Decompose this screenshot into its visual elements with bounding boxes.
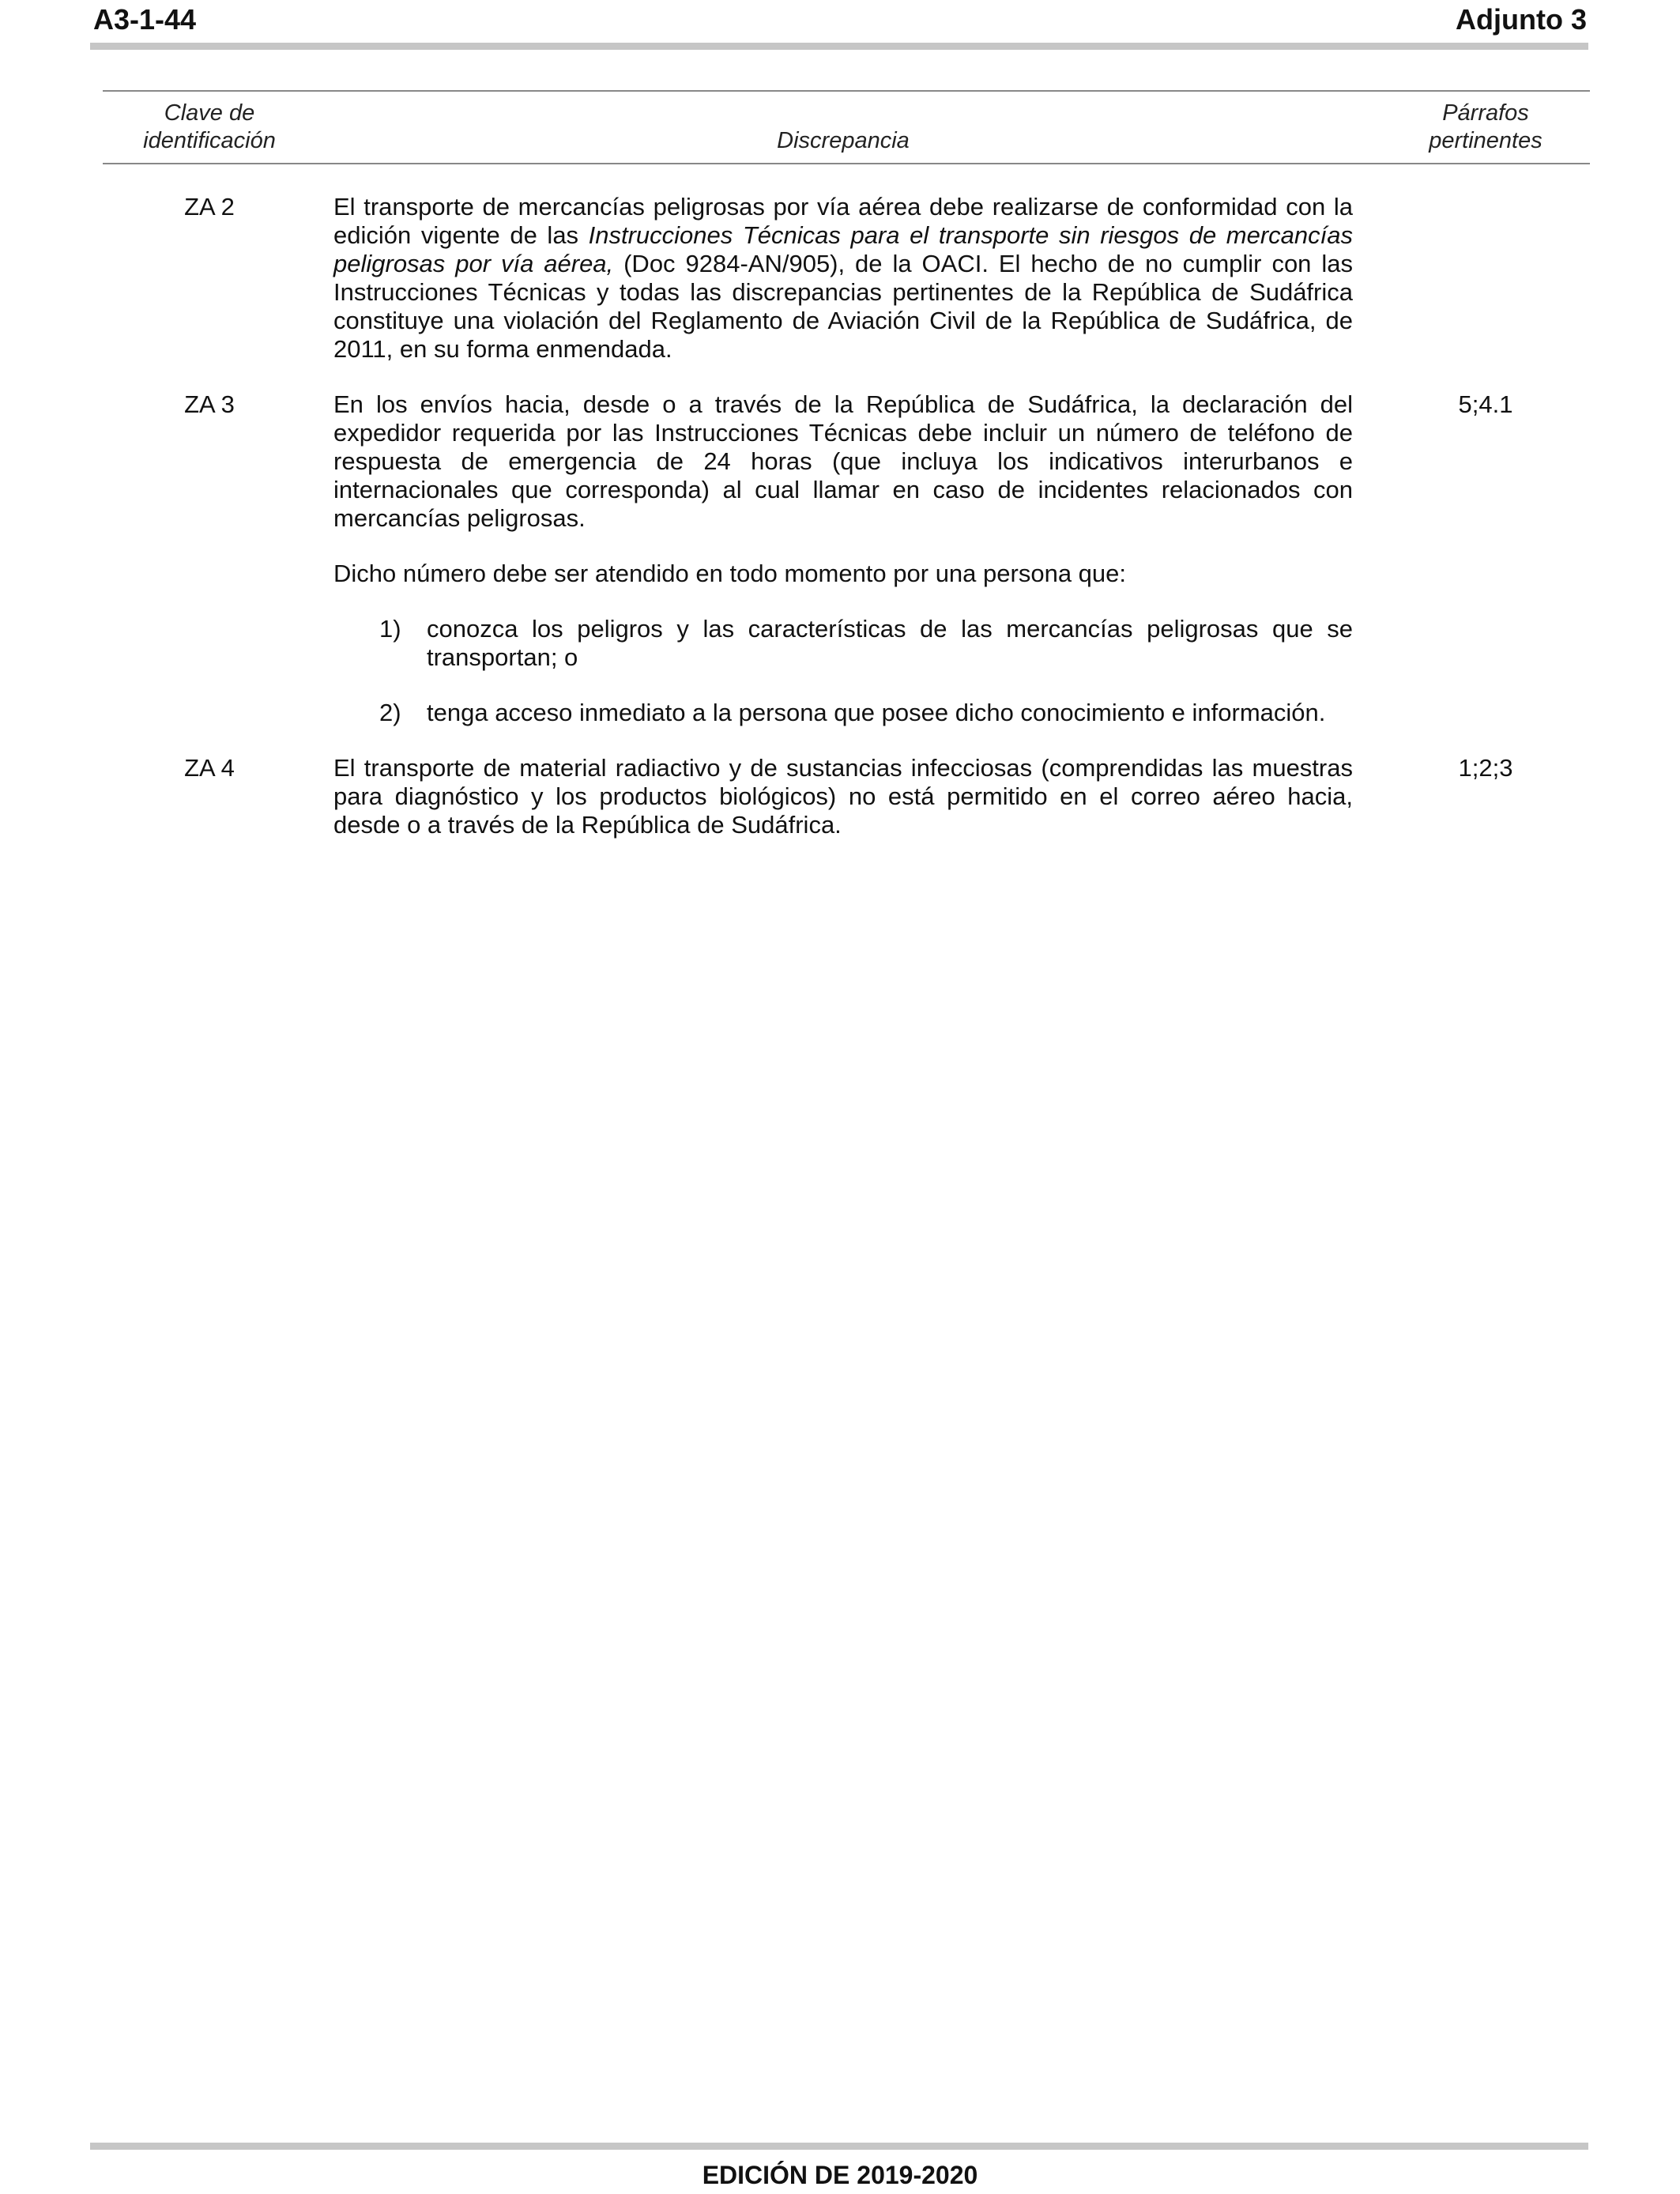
row-key: ZA 4 <box>184 754 235 782</box>
edition-footer: EDICIÓN DE 2019-2020 <box>702 2161 978 2189</box>
column-header-paragraphs-line1: Párrafos <box>1442 100 1529 126</box>
row-text: (Doc 9284-AN/905), de la OACI. El hecho de no cumplir con las Instrucciones Técnicas y todas las discrepancias pertinentes de la República de Sudáfrica constituye una violación del Reglamento de Aviación Civil de la República de Sudáfrica, de 2011, en su forma enmendada. <box>333 250 1353 363</box>
list-item-text: tenga acceso inmediato a la persona que posee dicho conocimiento e información. <box>427 699 1326 726</box>
row-text: El transporte de mercancías peligrosas por vía aérea debe realizarse de conformidad con la edición vigente de las <box>333 193 1353 249</box>
header-rule <box>90 43 1588 50</box>
table-row <box>103 193 1590 364</box>
column-header-paragraphs-line2: pertinentes <box>1429 128 1543 153</box>
row-paragraph: El transporte de material radiactivo y de sustancias infecciosas (comprendidas las muestras para diagnóstico y los productos biológicos) no está permitido en el correo aéreo hacia, desde o a través de la República de Sudáfrica. <box>333 754 1353 839</box>
table-row <box>103 754 1590 839</box>
column-header-key-line2: identificación <box>143 128 276 153</box>
row-paragraph: Dicho número debe ser atendido en todo momento por una persona que: <box>333 560 1127 587</box>
list-item-number: 1) <box>379 615 401 643</box>
row-discrepancy <box>333 754 1353 839</box>
list-item-number: 2) <box>379 699 401 726</box>
row-discrepancy <box>333 390 1353 727</box>
row-paragraph: En los envíos hacia, desde o a través de la República de Sudáfrica, la declaración del expedidor requerida por las Instrucciones Técnicas debe incluir un número de teléfono de respuesta de emergencia de 24 horas (que incluya los indicativos interurbanos e internacionales que corresponda) al cual llamar en caso de incidentes relacionados con mercancías peligrosas. <box>333 390 1353 532</box>
discrepancy-table <box>103 90 1590 866</box>
row-paragraph-ref: 1;2;3 <box>1458 754 1513 782</box>
list-item <box>333 615 1353 672</box>
row-discrepancy <box>333 193 1353 364</box>
column-header-key-line1: Clave de <box>164 100 255 126</box>
column-header-paragraphs <box>1383 100 1588 155</box>
row-key: ZA 2 <box>184 193 235 221</box>
column-header-key <box>103 100 316 155</box>
list-item-text: conozca los peligros y las características de las mercancías peligrosas que se transportan; o <box>427 615 1353 671</box>
row-paragraph <box>333 193 1353 364</box>
page-number: A3-1-44 <box>93 3 197 36</box>
document-title-italic: Instrucciones Técnicas para el transporte sin riesgos de mercancías peligrosas por vía aérea, <box>333 221 1353 277</box>
list-item <box>333 699 1353 727</box>
section-title: Adjunto 3 <box>1456 3 1587 36</box>
row-paragraph-ref: 5;4.1 <box>1458 390 1513 418</box>
footer-rule <box>90 2143 1588 2150</box>
table-row <box>103 390 1590 727</box>
table-header <box>103 90 1590 164</box>
column-header-discrepancy: Discrepancia <box>777 128 910 153</box>
row-key: ZA 3 <box>184 390 235 418</box>
